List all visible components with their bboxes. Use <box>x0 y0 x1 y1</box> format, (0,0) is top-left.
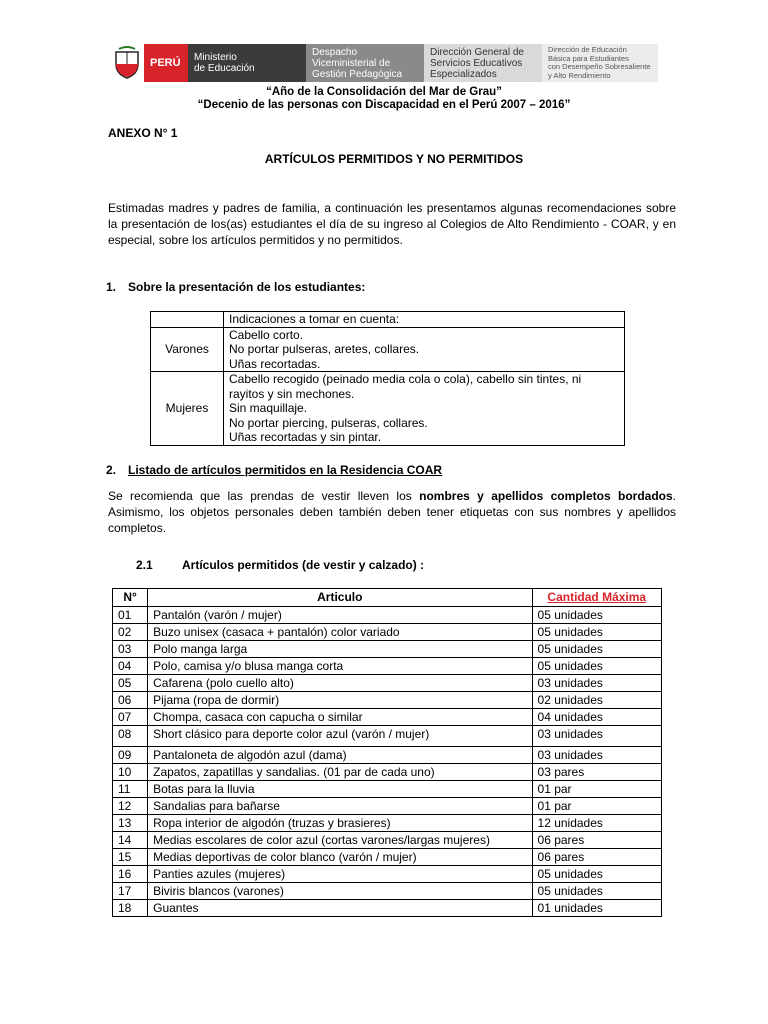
motto-line-2: “Decenio de las personas con Discapacidad en el Perú 2007 – 2016” <box>197 99 571 111</box>
cell-cantidad: 03 unidades <box>532 675 661 692</box>
direccion-educacion-logo: Dirección de Educación Básica para Estudiantes con Desempeño Sobresaliente y Alto Rendimiento <box>542 44 658 82</box>
cell-cantidad: 05 unidades <box>532 883 661 900</box>
emphasis-text: nombres y apellidos completos bordados <box>419 489 673 503</box>
table-row <box>113 747 662 764</box>
column-header-articulo: Articulo <box>148 589 532 607</box>
cell-articulo: Medias escolares de color azul (cortas varones/largas mujeres) <box>148 832 532 849</box>
subsection-2-1-heading <box>136 558 424 572</box>
presentation-table <box>150 311 625 446</box>
row-label: Mujeres <box>151 372 224 446</box>
row-label: Varones <box>151 327 224 372</box>
indication-line: Sin maquillaje. <box>229 401 308 415</box>
table-row <box>113 658 662 675</box>
table-cell <box>224 327 625 372</box>
national-shield-icon <box>110 44 144 82</box>
table-cell <box>224 372 625 446</box>
cell-articulo: Pantaloneta de algodón azul (dama) <box>148 747 532 764</box>
table-row <box>113 900 662 917</box>
table-row <box>113 675 662 692</box>
table-row <box>113 815 662 832</box>
cell-cantidad: 06 pares <box>532 849 661 866</box>
indication-line: Uñas recortadas y sin pintar. <box>229 430 382 444</box>
table-row <box>151 372 625 446</box>
cell-n: 10 <box>113 764 148 781</box>
cell-cantidad: 01 unidades <box>532 900 661 917</box>
cell-n: 14 <box>113 832 148 849</box>
cell-n: 15 <box>113 849 148 866</box>
cell-cantidad: 02 unidades <box>532 692 661 709</box>
cell-n: 05 <box>113 675 148 692</box>
subsection-title: Artículos permitidos (de vestir y calzado) : <box>182 558 425 572</box>
table-row <box>113 781 662 798</box>
indication-line: Uñas recortadas. <box>229 356 321 371</box>
document-title: ARTÍCULOS PERMITIDOS Y NO PERMITIDOS <box>264 152 524 166</box>
cell-articulo: Biviris blancos (varones) <box>148 883 532 900</box>
cell-n: 17 <box>113 883 148 900</box>
cell-n: 01 <box>113 607 148 624</box>
table-row <box>113 641 662 658</box>
cell-cantidad: 05 unidades <box>532 624 661 641</box>
cell-n: 18 <box>113 900 148 917</box>
indication-line: No portar pulseras, aretes, collares. <box>229 342 420 356</box>
cell-cantidad: 03 unidades <box>532 747 661 764</box>
cell-cantidad: 01 par <box>532 798 661 815</box>
indication-line: No portar piercing, pulseras, collares. <box>229 415 428 430</box>
cell-articulo: Zapatos, zapatillas y sandalias. (01 par de cada uno) <box>148 764 532 781</box>
cell-articulo: Pijama (ropa de dormir) <box>148 692 532 709</box>
column-header-number: N° <box>113 589 148 607</box>
table-header-row <box>113 589 662 607</box>
table-row <box>113 883 662 900</box>
table-cell <box>151 312 224 328</box>
motto-line-1: “Año de la Consolidación del Mar de Grau” <box>266 86 502 98</box>
cell-cantidad: 12 unidades <box>532 815 661 832</box>
recommendation-paragraph: Se recomienda que las prendas de vestir lleven los nombres y apellidos completos bordados. Asimismo, los objetos personales deben también deben tener etiquetas con sus nombres y apellidos completos. <box>108 489 676 535</box>
direccion-general-logo: Dirección General de Servicios Educativos Especializados <box>424 44 542 82</box>
section-2-heading <box>106 463 442 477</box>
cell-n: 03 <box>113 641 148 658</box>
cell-cantidad: 06 pares <box>532 832 661 849</box>
ministerio-logo: Ministerio de Educación <box>188 44 306 82</box>
cell-n: 02 <box>113 624 148 641</box>
cell-n: 09 <box>113 747 148 764</box>
cell-cantidad: 05 unidades <box>532 866 661 883</box>
cell-articulo: Cafarena (polo cuello alto) <box>148 675 532 692</box>
cell-cantidad: 05 unidades <box>532 641 661 658</box>
cell-articulo: Medias deportivas de color blanco (varón / mujer) <box>148 849 532 866</box>
indication-line: Cabello recogido (peinado media cola o cola), cabello sin tintes, ni rayitos y sin mechones. <box>229 372 582 401</box>
section-1-heading <box>106 280 365 294</box>
section-title: Sobre la presentación de los estudiantes: <box>128 280 366 294</box>
cell-articulo: Sandalias para bañarse <box>148 798 532 815</box>
cell-articulo: Botas para la lluvia <box>148 781 532 798</box>
column-header-cantidad: Cantidad Máxima <box>532 589 661 607</box>
institution-logo-band <box>110 44 658 82</box>
indication-line: Cabello corto. <box>229 327 304 342</box>
anexo-label: ANEXO N° 1 <box>108 126 178 140</box>
cell-articulo: Ropa interior de algodón (truzas y brasieres) <box>148 815 532 832</box>
cell-articulo: Panties azules (mujeres) <box>148 866 532 883</box>
table-row <box>113 692 662 709</box>
despacho-logo: Despacho Viceministerial de Gestión Pedagógica <box>306 44 424 82</box>
cell-cantidad: 03 unidades <box>532 726 661 747</box>
table-row <box>113 624 662 641</box>
cell-n: 08 <box>113 726 148 747</box>
section-number: 2. <box>106 463 117 477</box>
cell-cantidad: 05 unidades <box>532 607 661 624</box>
table-row <box>113 726 662 747</box>
cell-cantidad: 01 par <box>532 781 661 798</box>
section-number: 1. <box>106 280 117 294</box>
cell-n: 04 <box>113 658 148 675</box>
cell-articulo: Polo, camisa y/o blusa manga corta <box>148 658 532 675</box>
table-row <box>113 849 662 866</box>
table-row <box>113 607 662 624</box>
table-row <box>113 709 662 726</box>
cell-cantidad: 03 pares <box>532 764 661 781</box>
cell-n: 06 <box>113 692 148 709</box>
cell-n: 11 <box>113 781 148 798</box>
cell-articulo: Chompa, casaca con capucha o similar <box>148 709 532 726</box>
cell-articulo: Guantes <box>148 900 532 917</box>
cell-articulo: Buzo unisex (casaca + pantalón) color variado <box>148 624 532 641</box>
cell-n: 12 <box>113 798 148 815</box>
permitted-items-table <box>112 588 662 917</box>
cell-articulo: Short clásico para deporte color azul (varón / mujer) <box>148 726 532 747</box>
table-row <box>113 832 662 849</box>
table-row <box>113 798 662 815</box>
cell-n: 07 <box>113 709 148 726</box>
cell-cantidad: 05 unidades <box>532 658 661 675</box>
table-row <box>151 312 625 328</box>
peru-logo: PERÚ <box>144 44 188 82</box>
cell-cantidad: 04 unidades <box>532 709 661 726</box>
subsection-number: 2.1 <box>136 558 153 572</box>
table-row <box>113 764 662 781</box>
cell-n: 16 <box>113 866 148 883</box>
table-row <box>151 327 625 372</box>
cell-articulo: Polo manga larga <box>148 641 532 658</box>
section-title: Listado de artículos permitidos en la Residencia COAR <box>128 463 443 477</box>
items-table-body <box>113 607 662 917</box>
intro-paragraph: Estimadas madres y padres de familia, a continuación les presentamos algunas recomendaciones sobre la presentación de los(as) estudiantes el día de su ingreso al Colegios de Alto Rendimiento - COAR, y en especial, sobre los artículos permitidos y no permitidos. <box>108 201 676 247</box>
cell-n: 13 <box>113 815 148 832</box>
table-header-cell: Indicaciones a tomar en cuenta: <box>224 312 625 328</box>
table-row <box>113 866 662 883</box>
cell-articulo: Pantalón (varón / mujer) <box>148 607 532 624</box>
